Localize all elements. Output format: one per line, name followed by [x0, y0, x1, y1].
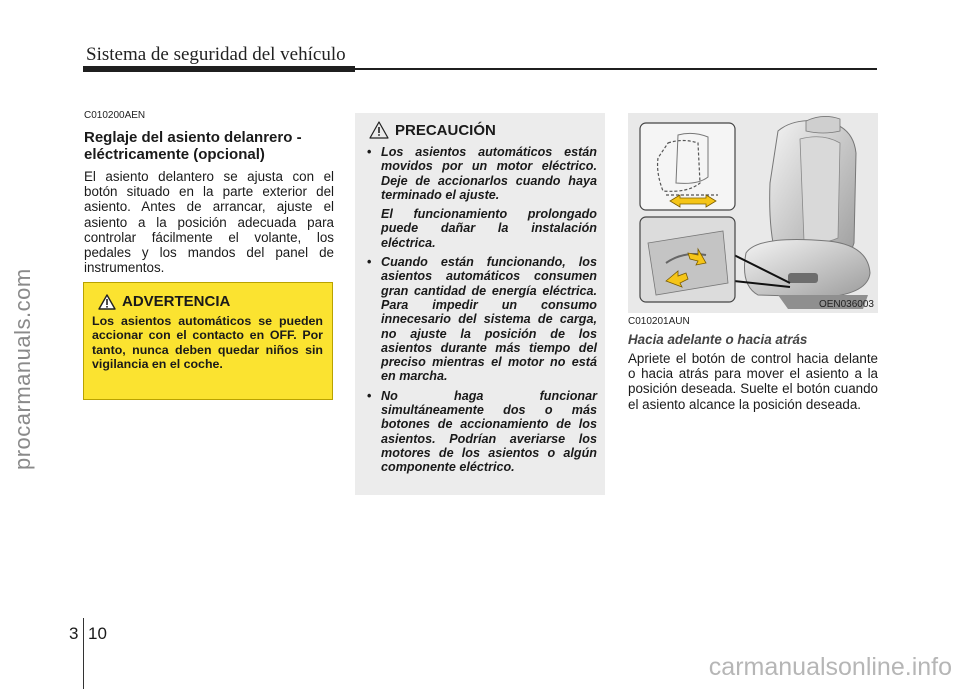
subsection-heading: Hacia adelante o hacia atrás	[628, 332, 808, 347]
section-body: El asiento delantero se ajusta con el botón situado en la parte exterior del asiento. Antes de arrancar, ajuste el asiento a la posición adecuada para controlar fácilmente el volante, los pedales y los mandos del panel de instrumentos.	[84, 169, 334, 276]
warning-text: Los asientos automáticos se pueden accionar con el contacto en OFF. Por tanto, nunca deben quedar niños sin vigilancia en el coche.	[92, 314, 323, 371]
bottom-watermark: carmanualsonline.info	[708, 653, 952, 681]
caution-item	[363, 255, 597, 384]
subsection-code: C010201AUN	[628, 316, 690, 327]
caution-item	[363, 389, 597, 475]
figure-code: OEN036003	[818, 299, 874, 310]
caution-item-3-text: • No haga funcionar simultáneamente dos o más botones de accionamiento de los asientos. Podrían averiarse los motores de los asientos o algún componente eléctrico.	[381, 388, 597, 475]
section-code: C010200AEN	[84, 110, 146, 121]
subsection-body: Apriete el botón de control hacia delante o hacia atrás para mover el asiento a la posición deseada. Suelte el botón cuando el asiento alcance la posición deseada.	[628, 351, 878, 412]
section-heading: Reglaje del asiento delanrero - eléctricamente (opcional)	[84, 129, 302, 163]
seat-figure	[628, 113, 878, 313]
subsection-column	[628, 316, 878, 412]
warning-triangle-icon	[98, 294, 116, 310]
caution-list	[363, 145, 597, 475]
warning-box	[83, 282, 333, 400]
power-seat-illustration-icon	[628, 113, 878, 313]
caution-item-1-note: El funcionamiento prolongado puede dañar la instalación eléctrica.	[381, 207, 597, 250]
warning-title: ADVERTENCIA	[122, 293, 231, 310]
header-rule-thin	[355, 68, 877, 70]
caution-box	[355, 113, 605, 495]
caution-item	[363, 145, 597, 250]
caution-triangle-icon	[369, 121, 389, 139]
caution-item-2-text: • Cuando están funcionando, los asientos automáticos consumen gran cantidad de energía eléctrica. Para impedir un consumo innecesario del sistema de carga, no ajuste la posición de los asientos durante más tiempo del preciso mientras el motor no está en marcha.	[381, 255, 597, 384]
caution-item-1-text: • Los asientos automáticos están movidos por un motor eléctrico. Deje de accionarlos cuando haya terminado el ajuste.	[381, 145, 597, 202]
caution-title: PRECAUCIÓN	[395, 121, 496, 139]
page-number: 10	[88, 624, 107, 643]
section-column	[84, 110, 334, 275]
header-rule-thick	[83, 66, 355, 72]
page-title: Sistema de seguridad del vehículo	[86, 44, 346, 65]
chapter-number: 3	[69, 624, 79, 643]
footer-divider	[83, 618, 84, 689]
side-watermark: procarmanuals.com	[10, 268, 35, 470]
